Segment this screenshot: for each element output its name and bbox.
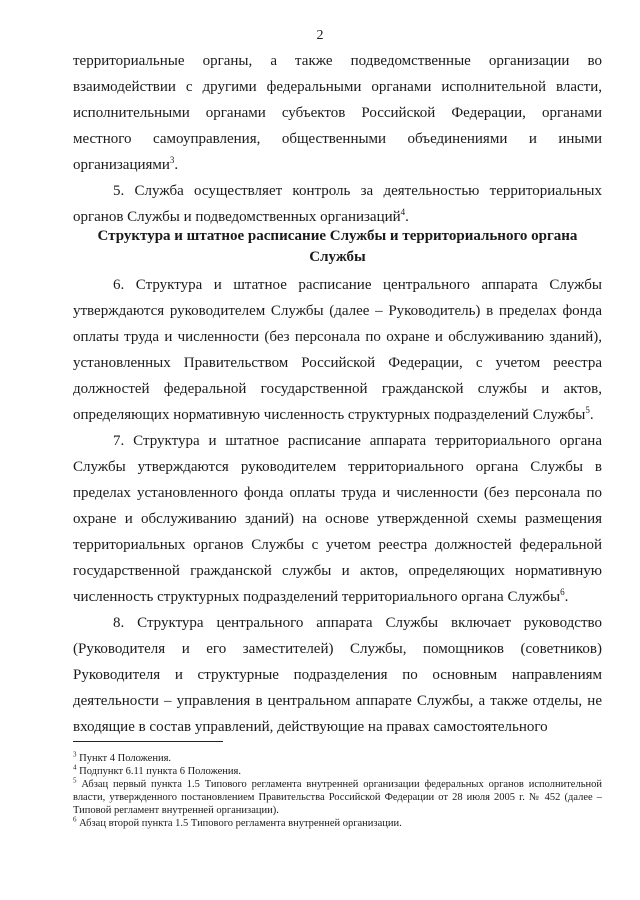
footnote-number: 5 [73,776,77,785]
footnote-text: Подпункт 6.11 пункта 6 Положения. [79,766,241,777]
footnote-number: 6 [73,815,77,824]
section-heading: Структура и штатное расписание Службы и территориального органа Службы [97,228,578,265]
footnote-ref-6: 6 [560,587,565,597]
intro-paragraph-block [73,48,602,230]
footnotes-block [73,752,602,830]
page-number: 2 [316,28,324,43]
footnote-item [73,765,602,778]
footnote-number: 4 [73,763,77,772]
paragraph-8-text: 8. Структура центрального аппарата Службы включает руководство (Руководителя и его заместителей) Службы, помощников (советников) Руководителя и структурные подразделения по основным направлениям деятельности – управления в центральном аппарате Службы, а также отделы, не входящие в состав управлений, действующие на правах самостоятельного [73,615,602,735]
footnote-item [73,752,602,765]
footnote-divider [73,741,223,742]
paragraph-7: 7. Структура и штатное расписание аппарата территориального органа Службы утверждаются руководителем территориального органа Службы в пределах установленного фонда оплаты труда и численности (без персонала по охране и обслуживанию зданий) на основе утвержденной схемы размещения территориальных органов Службы с учетом реестра должностей федеральной государственной гражданской службы и актов, определяющих нормативную численность структурных подразделений территориального органа Службы$^6$. [73,433,602,605]
footnote-ref-5: 5 [585,405,590,415]
footnote-ref-4: 4 [400,207,406,217]
footnote-number: 3 [73,750,77,759]
paragraph-5: 5. Служба осуществляет контроль за деятельностью территориальных органов Службы и подведомственных организаций$^4$. [73,183,602,225]
intro-paragraph: территориальные органы, а также подведомственные организации во взаимодействии с другими федеральными органами исполнительной власти, исполнительными органами субъектов Российской Федерации, органами местного самоуправления, общественными объединениями и иными организациями$^3$. [73,53,602,173]
footnote-item [73,817,602,830]
footnote-item [73,778,602,817]
footnote-ref-3: 3 [169,155,175,165]
paragraph-5-text: 5. Служба осуществляет контроль за деятельностью территориальных органов Службы и подведомственных организаций [73,183,602,225]
footnote-text: Абзац первый пункта 1.5 Типового регламента внутренней организации федеральных органов исполнительной власти, утвержденного постановлением Правительства Российской Федерации от 28 июля 2005 г. № 452 (далее – Типовой регламент внутренней организации). [73,779,602,816]
paragraph-6: 6. Структура и штатное расписание центрального аппарата Службы утверждаются руководителем Службы (далее – Руководитель) в пределах фонда оплаты труда и численности (без персонала по охране и обслуживанию зданий), установленных Правительством Российской Федерации, с учетом реестра должностей федеральной государственной гражданской службы и актов, определяющих нормативную численность структурных подразделений Службы$^5$. [73,277,602,423]
intro-paragraph-text: территориальные органы, а также подведомственные организации во взаимодействии с другими федеральными органами исполнительной власти, исполнительными органами субъектов Российской Федерации, органами местного самоуправления, общественными объединениями и иными организациями [73,53,602,173]
main-paragraphs-block [73,272,602,740]
paragraph-6-text: 6. Структура и штатное расписание центрального аппарата Службы утверждаются руководителем Службы (далее – Руководитель) в пределах фонда оплаты труда и численности (без персонала по охране и обслуживанию зданий), установленных Правительством Российской Федерации, с учетом реестра должностей федеральной государственной гражданской службы и актов, определяющих нормативную численность структурных подразделений Службы [73,277,602,423]
paragraph-7-text: 7. Структура и штатное расписание аппарата территориального органа Службы утверждаются руководителем территориального органа Службы в пределах установленного фонда оплаты труда и численности (без персонала по охране и обслуживанию зданий) на основе утвержденной схемы размещения территориальных органов Службы с учетом реестра должностей федеральной государственной гражданской службы и актов, определяющих нормативную численность структурных подразделений территориального органа Службы [73,433,602,605]
footnote-text: Абзац второй пункта 1.5 Типового регламента внутренней организации. [79,818,402,829]
paragraph-8 [73,610,602,740]
footnote-text: Пункт 4 Положения. [79,753,172,764]
